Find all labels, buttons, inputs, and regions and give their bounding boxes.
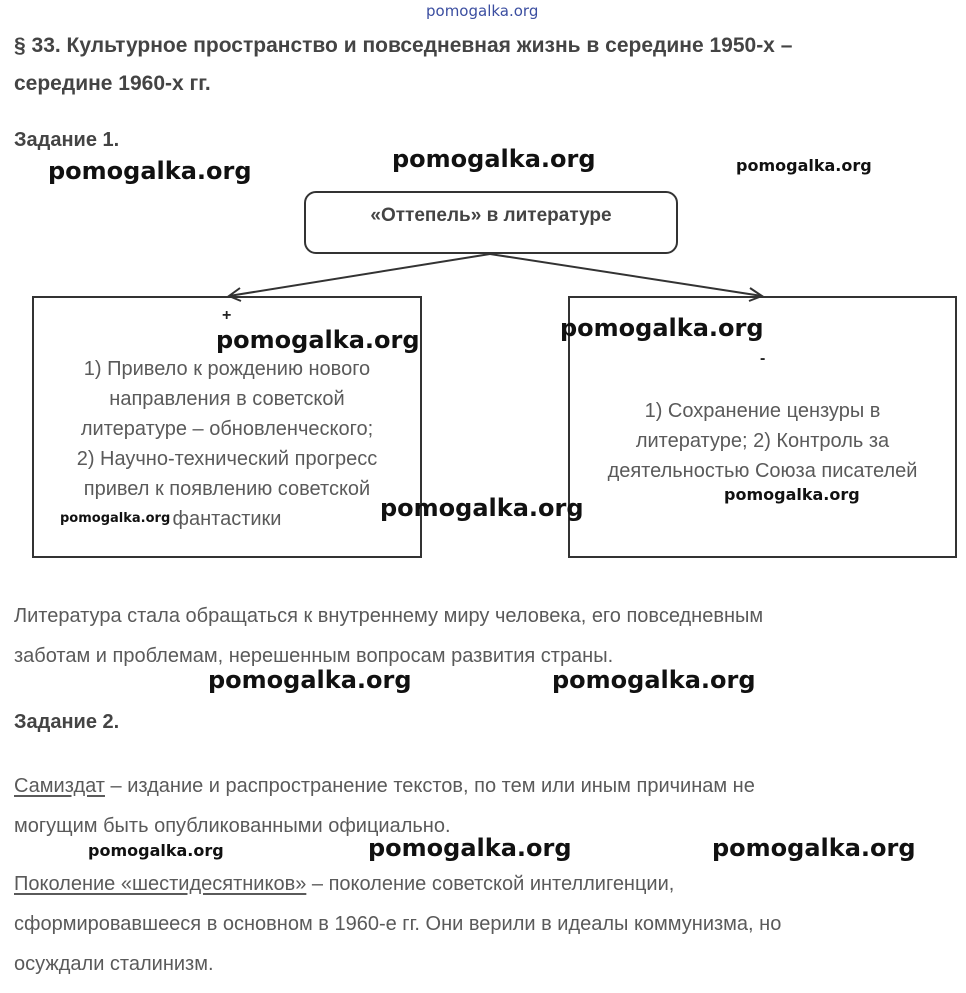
left-line: литературе – обновленческого; — [80, 418, 374, 440]
watermark: pomogalka.org — [712, 834, 916, 862]
task1-label: Задание 1. — [14, 129, 120, 151]
watermark: pomogalka.org — [88, 841, 224, 860]
definition-sixties-line2: сформировавшееся в основном в 1960-е гг. Они верили в идеалы коммунизма, но — [14, 913, 782, 935]
task2-label: Задание 2. — [14, 711, 120, 733]
minus-sign: - — [760, 350, 766, 367]
term-samizdat: Самиздат — [14, 775, 105, 797]
watermark: pomogalka.org — [552, 666, 756, 694]
definition-samizdat-text: – издание и распространение текстов, по тем или иным причинам не — [104, 775, 755, 797]
watermark: pomogalka.org — [208, 666, 412, 694]
watermark: pomogalka.org — [380, 494, 584, 522]
watermark: pomogalka.org — [736, 156, 872, 175]
watermark: pomogalka.org — [724, 485, 860, 504]
task1-paragraph-line1: Литература стала обращаться к внутреннему миру человека, его повседневным — [14, 605, 764, 627]
watermark: pomogalka.org — [48, 157, 252, 185]
site-label-top: pomogalka.org — [426, 2, 539, 20]
diagram-top-box — [304, 191, 678, 254]
term-sixties-generation: Поколение «шестидесятников» — [14, 873, 307, 895]
definition-samizdat-line1 — [14, 766, 755, 806]
left-line: привел к появлению советской — [83, 478, 371, 500]
diagram-top-label: «Оттепель» в литературе — [370, 205, 612, 226]
section-heading-line1: § 33. Культурное пространство и повседневная жизнь в середине 1950-х – — [14, 34, 793, 57]
arrow-right-line — [490, 254, 762, 296]
right-line: деятельностью Союза писателей — [607, 460, 918, 482]
watermark: pomogalka.org — [368, 834, 572, 862]
plus-sign: + — [222, 307, 232, 324]
section-heading-line2: середине 1960-х гг. — [14, 72, 211, 95]
task1-paragraph-line2: заботам и проблемам, нерешенным вопросам развития страны. — [14, 645, 614, 667]
watermark: pomogalka.org — [392, 145, 596, 173]
watermark: pomogalka.org — [560, 314, 764, 342]
definition-sixties-text: – поколение советской интеллигенции, — [306, 873, 675, 895]
diagram-left-text — [34, 354, 420, 534]
definition-samizdat-line2: могущим быть опубликованными официально. — [14, 815, 451, 837]
arrow-left-line — [229, 254, 490, 296]
left-line: 1) Привело к рождению нового — [83, 358, 371, 380]
left-line: направления в советской — [109, 388, 345, 410]
definition-sixties-line1 — [14, 864, 674, 904]
diagram-right-text — [570, 396, 955, 486]
left-line: фантастики — [172, 508, 282, 530]
watermark: pomogalka.org — [216, 326, 420, 354]
watermark: pomogalka.org — [60, 511, 171, 526]
right-line: литературе; 2) Контроль за — [635, 430, 890, 452]
right-line: 1) Сохранение цензуры в — [644, 400, 881, 422]
left-line: 2) Научно-технический прогресс — [76, 448, 378, 470]
definition-sixties-line3: осуждали сталинизм. — [14, 953, 214, 975]
